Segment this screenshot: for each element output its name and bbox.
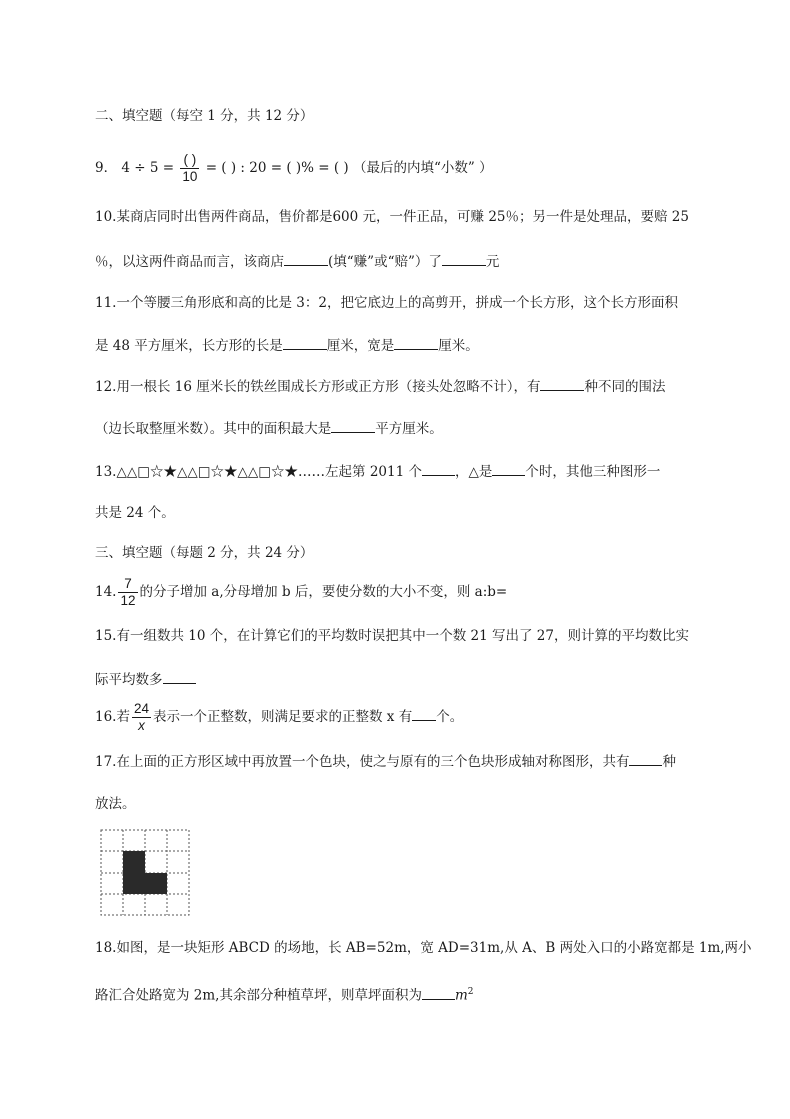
question-16 xyxy=(95,699,463,735)
q13-line2: 共是 24 个。 xyxy=(95,505,175,521)
q17-text-b: 种 xyxy=(662,754,676,770)
q14-prefix: 14. xyxy=(95,584,117,600)
q18-blank[interactable] xyxy=(422,985,455,1000)
q9-fraction xyxy=(180,152,199,185)
q12-line2 xyxy=(95,418,443,439)
q13-text-c: 个时，其他三种图形一 xyxy=(525,464,661,480)
q11-blank-1[interactable] xyxy=(283,335,327,350)
q16-frac-den: x xyxy=(138,718,145,733)
q16-frac-num: 24 xyxy=(133,701,150,716)
q17-line2: 放法。 xyxy=(95,796,136,812)
q17-grid-figure xyxy=(100,829,192,917)
question-9 xyxy=(95,150,493,186)
q13-line1 xyxy=(95,461,660,482)
q16-text-b: 个。 xyxy=(436,709,464,725)
color-blocks xyxy=(123,851,167,894)
q18-unit: m xyxy=(454,987,468,1004)
q17-blank[interactable] xyxy=(629,751,662,766)
q11-blank-2[interactable] xyxy=(394,335,438,350)
q10-blank-1[interactable] xyxy=(284,251,328,266)
q10-blank-2[interactable] xyxy=(442,251,486,266)
q14-fraction xyxy=(118,576,137,609)
q15-line1: 15.有一组数共 10 个，在计算它们的平均数时误把其中一个数 21 写出了 27，则计算的平均数比实 xyxy=(95,628,689,644)
q10-line1: 10.某商店同时出售两件商品，售价都是600 元，一件正品，可赚 25％；另一件是处理品，要赔 25 xyxy=(95,209,689,225)
question-14 xyxy=(95,575,507,609)
q11-line2 xyxy=(95,335,479,356)
q10-text-b: (填“赚”或“赔”）了 xyxy=(328,254,442,270)
q11-text-c: 厘米。 xyxy=(438,338,479,354)
q16-prefix: 16.若 xyxy=(95,709,130,725)
q12-text-d: 平方厘米。 xyxy=(375,421,443,437)
q10-text-a: ％，以这两件商品而言，该商店 xyxy=(95,254,284,270)
q14-frac-num: 7 xyxy=(118,576,137,593)
q11-text-b: 厘米，宽是 xyxy=(326,338,395,354)
q15-blank[interactable] xyxy=(163,669,196,684)
q17-line1 xyxy=(95,751,676,772)
q15-text: 际平均数多 xyxy=(95,672,163,688)
q9-frac-num: ( ) xyxy=(180,152,199,169)
q11-text-a: 是 48 平方厘米，长方形的长是 xyxy=(95,338,283,354)
q16-fraction xyxy=(132,701,151,734)
q12-text-b: 种不同的围法 xyxy=(584,379,666,395)
q12-blank-2[interactable] xyxy=(331,418,375,433)
q13-blank-2[interactable] xyxy=(492,461,525,476)
q13-blank-1[interactable] xyxy=(422,461,455,476)
q9-note: （最后的内填“小数” ） xyxy=(353,160,493,176)
q12-text-a: 12.用一根长 16 厘米长的铁丝围成长方形或正方形（接头处忽略不计），有 xyxy=(95,379,541,395)
q18-text: 路汇合处路宽为 2m,其余部分种植草坪，则草坪面积为 xyxy=(95,987,422,1004)
q9-rest: = ( ) : 20 = ( )% = ( ) xyxy=(205,160,349,176)
q12-text-c: （边长取整厘米数）。其中的面积最大是 xyxy=(95,421,332,437)
section2-title: 二、填空题（每空 1 分，共 12 分） xyxy=(95,108,314,124)
q14-frac-den: 12 xyxy=(120,593,136,608)
q16-blank[interactable] xyxy=(412,706,436,721)
q18-line1: 18.如图，是一块矩形 ABCD 的场地，长 AB=52m，宽 AD=31m,从 A、B 两处入口的小路宽都是 1m,两小 xyxy=(95,940,752,956)
q10-text-c: 元 xyxy=(485,254,500,270)
q10-line2 xyxy=(95,251,499,272)
q17-text-a: 17.在上面的正方形区域中再放置一个色块，使之与原有的三个色块形成轴对称图形，共有 xyxy=(95,754,630,770)
q9-prefix: 9． 4 ÷ 5 = xyxy=(95,160,175,176)
color-block-2 xyxy=(123,873,145,894)
q14-text: 的分子增加 a,分母增加 b 后，要使分数的大小不变，则 a:b= xyxy=(139,584,508,600)
q18-line2 xyxy=(95,982,474,1006)
q9-frac-den: 10 xyxy=(182,169,198,184)
q18-unit-sup: 2 xyxy=(467,987,474,997)
q12-blank-1[interactable] xyxy=(540,376,584,391)
color-block-3 xyxy=(145,873,167,894)
q15-line2 xyxy=(95,669,196,690)
color-block-1 xyxy=(123,851,145,873)
q16-text-a: 表示一个正整数，则满足要求的正整数 x 有 xyxy=(153,709,413,725)
section3-title: 三、填空题（每题 2 分，共 24 分） xyxy=(95,545,314,561)
q11-line1: 11.一个等腰三角形底和高的比是 3：2，把它底边上的高剪开，拼成一个长方形，这个长方形面积 xyxy=(95,295,678,311)
q13-text-a: 13.△△□☆★△△□☆★△△□☆★……左起第 2011 个 xyxy=(95,464,422,480)
q12-line1 xyxy=(95,376,665,397)
q13-text-b: ，△是 xyxy=(454,464,493,480)
